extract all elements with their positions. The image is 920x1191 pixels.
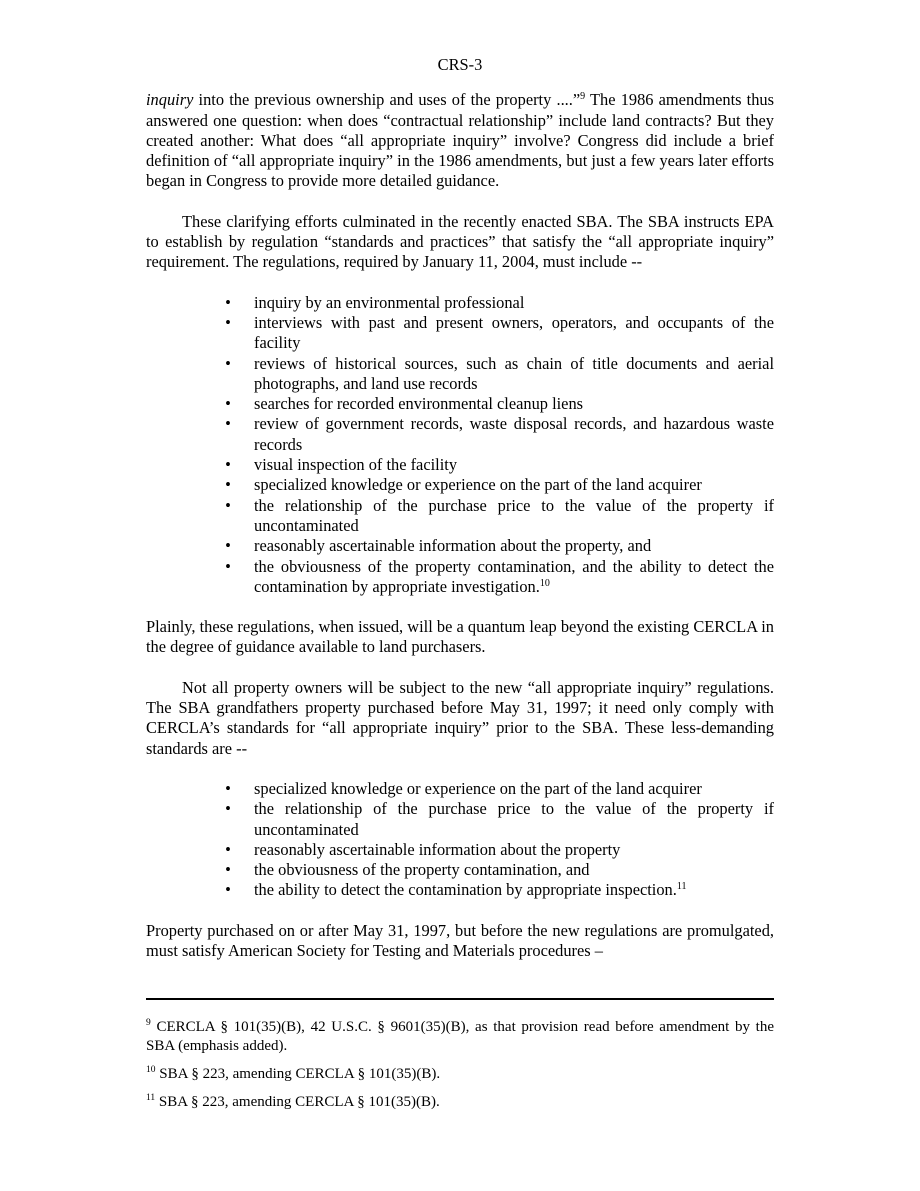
page-number: CRS-3 bbox=[437, 55, 483, 74]
bullet-icon: • bbox=[225, 495, 231, 515]
footnote-number: 9 bbox=[146, 1018, 151, 1028]
footnote-text: SBA § 223, amending CERCLA § 101(35)(B). bbox=[155, 1066, 441, 1082]
list-item: • review of government records, waste disposal records, and hazardous waste records bbox=[254, 414, 774, 455]
footnote-11 bbox=[146, 1093, 774, 1112]
footnote-ref-10: 10 bbox=[539, 577, 550, 589]
footnote-number: 10 bbox=[146, 1065, 156, 1075]
paragraph-5: Property purchased on or after May 31, 1997, but before the new regulations are promulgated, must satisfy American Society for Testing and Materials procedures – bbox=[146, 920, 774, 960]
bullet-list-standards bbox=[146, 779, 774, 901]
paragraph-1-tail: The 1986 amendments thus answered one question: when does “contractual relationship” include land contracts? But they created another: What does “all appropriate inquiry” involve? Congress did include a brief definition of “all appropriate inquiry” in the 1986 amendments, but just a few years later efforts began in Congress to provide more detailed guidance. bbox=[146, 90, 774, 191]
footnote-10 bbox=[146, 1065, 774, 1084]
list-item: • the ability to detect the contamination by appropriate inspection.$^{11}$ bbox=[254, 880, 774, 900]
paragraph-2: These clarifying efforts culminated in the recently enacted SBA. The SBA instructs EPA to establish by regulation “standards and practices” that satisfy the “all appropriate inquiry” requirement. The regulations, required by January 11, 2004, must include -- bbox=[146, 211, 774, 272]
document-page bbox=[146, 55, 774, 981]
footnote-ref-11: 11 bbox=[676, 881, 687, 893]
list-item: • the relationship of the purchase price to the value of the property if uncontaminated bbox=[254, 799, 774, 840]
list-item: • reasonably ascertainable information about the property bbox=[254, 840, 774, 860]
list-item: • searches for recorded environmental cleanup liens bbox=[254, 394, 774, 414]
bullet-icon: • bbox=[225, 414, 231, 434]
list-item: • specialized knowledge or experience on the part of the land acquirer bbox=[254, 475, 774, 495]
bullet-icon: • bbox=[225, 778, 231, 798]
bullet-icon: • bbox=[225, 353, 231, 373]
footnote-text: CERCLA § 101(35)(B), 42 U.S.C. § 9601(35)(B), as that provision read before amendment by the SBA (emphasis added). bbox=[146, 1019, 774, 1054]
list-item: • inquiry by an environmental professional bbox=[254, 293, 774, 313]
footnotes-section bbox=[146, 998, 774, 1121]
paragraph-4: Not all property owners will be subject to the new “all appropriate inquiry” regulations. The SBA grandfathers property purchased before May 31, 1997; it need only comply with CERCLA’s standards for “all appropriate inquiry” prior to the SBA. These less-demanding standards are -- bbox=[146, 677, 774, 758]
footnote-9 bbox=[146, 1018, 774, 1056]
list-item: • reasonably ascertainable information about the property, and bbox=[254, 536, 774, 556]
paragraph-3: Plainly, these regulations, when issued, will be a quantum leap beyond the existing CERCLA in the degree of guidance available to land purchasers. bbox=[146, 617, 774, 657]
bullet-icon: • bbox=[225, 860, 231, 880]
bullet-icon: • bbox=[225, 312, 231, 332]
bullet-icon: • bbox=[225, 839, 231, 859]
bullet-icon: • bbox=[225, 536, 231, 556]
bullet-icon: • bbox=[225, 799, 231, 819]
paragraph-1-text: into the previous ownership and uses of the property ....” bbox=[193, 90, 581, 110]
bullet-icon: • bbox=[225, 475, 231, 495]
list-item: • the obviousness of the property contamination, and the ability to detect the contamination by appropriate investigation.$^{10}$ bbox=[254, 557, 774, 598]
footnote-text: SBA § 223, amending CERCLA § 101(35)(B). bbox=[155, 1094, 440, 1110]
footnote-number: 11 bbox=[146, 1093, 156, 1103]
emphasis-inquiry: inquiry bbox=[146, 90, 194, 110]
list-item: • the relationship of the purchase price to the value of the property if uncontaminated bbox=[254, 496, 774, 537]
bullet-icon: • bbox=[225, 394, 231, 414]
bullet-icon: • bbox=[225, 880, 231, 900]
list-item: • reviews of historical sources, such as chain of title documents and aerial photographs, and land use records bbox=[254, 354, 774, 395]
footnote-ref-9: 9 bbox=[580, 91, 586, 103]
paragraph-1 bbox=[146, 90, 774, 191]
list-item: • the obviousness of the property contamination, and bbox=[254, 860, 774, 880]
bullet-icon: • bbox=[225, 292, 231, 312]
bullet-icon: • bbox=[225, 455, 231, 475]
list-item: • specialized knowledge or experience on the part of the land acquirer bbox=[254, 779, 774, 799]
list-item: • interviews with past and present owners, operators, and occupants of the facility bbox=[254, 313, 774, 354]
bullet-icon: • bbox=[225, 556, 231, 576]
bullet-list-requirements bbox=[146, 293, 774, 597]
list-item: • visual inspection of the facility bbox=[254, 455, 774, 475]
